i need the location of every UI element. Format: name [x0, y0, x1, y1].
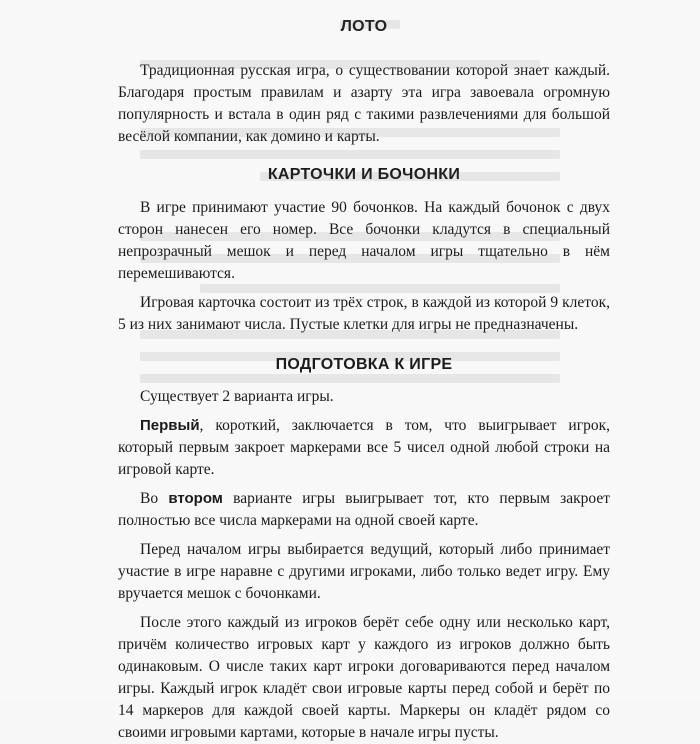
second-variant-pre: Во [140, 490, 169, 507]
section-title-preparation: ПОДГОТОВКА К ИГРЕ [275, 356, 453, 373]
second-variant-bold: втором [168, 490, 223, 507]
first-variant-text: , короткий, заключается в том, что выигрывает игрок, который первым закроет маркерами все 5 чисел одной любой строки на игровой карте. [118, 417, 610, 478]
paragraph-barrels: В игре принимают участие 90 бочонков. На каждый бочонок с двух сторон нанесен его номер. Все бочонки кладутся в специальный непрозрачный мешок и перед началом игры тщательно в нём перемешиваются. [118, 199, 610, 282]
second-variant-text: варианте игры выигрывает тот, кто первым закроет полностью все числа маркерами на одной своей карте. [118, 490, 610, 529]
paragraph-host: Перед началом игры выбирается ведущий, который либо принимает участие в игре наравне с другими игроками, либо только ведет игру. Ему вручается мешок с бочонками. [118, 541, 610, 602]
paragraph-second-variant [118, 488, 610, 532]
paragraph-card: Игровая карточка состоит из трёх строк, в каждой из которой 9 клеток, 5 из них занимают числа. Пустые клетки для игры не предназначены. [118, 294, 610, 333]
first-variant-bold: Первый [140, 417, 200, 434]
paragraph-variants: Существует 2 варианта игры. [140, 388, 334, 405]
section-title-cards-barrels: КАРТОЧКИ И БОЧОНКИ [267, 166, 461, 183]
paragraph-intro: Традиционная русская игра, о существовании которой знает каждый. Благодаря простым правилам и азарту эта игра завоевала огромную популярность и встала в один ряд с такими развлечениями для большой весёлой компании, как домино и карты. [118, 62, 610, 145]
paragraph-first-variant [118, 415, 610, 481]
section-title-loto: ЛОТО [340, 18, 388, 35]
paragraph-players-cards: После этого каждый из игроков берёт себе одну или несколько карт, причём количество игровых карт у каждого из игроков должно быть одинаковым. О числе таких карт игроки договариваются перед началом игры. Каждый игрок кладёт свои игровые карты перед собой и берёт по 14 маркеров для каждой своей карты. Маркеры он кладёт рядом со своими игровыми картами, которые в начале игры пусты. [118, 614, 610, 741]
